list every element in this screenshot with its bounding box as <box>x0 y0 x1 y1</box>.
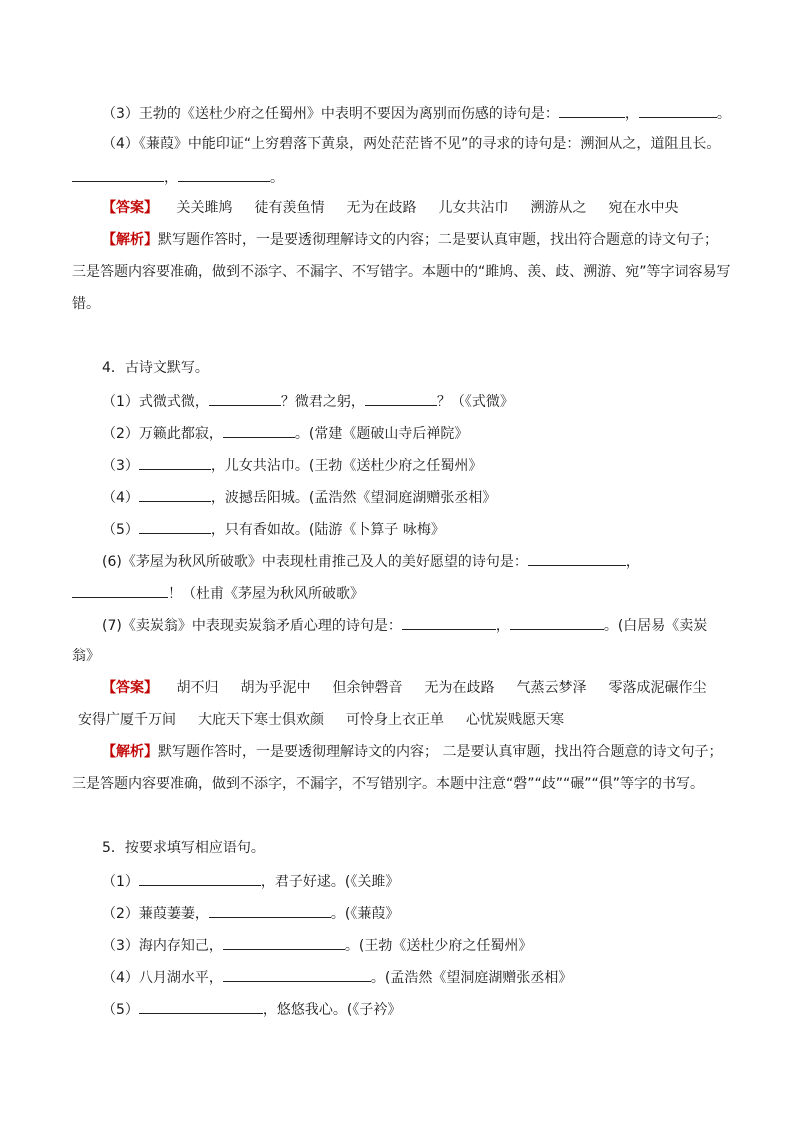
answer-list: 关关雎鸠 徒有羡鱼情 无为在歧路 儿女共沾巾 溯游从之 宛在水中央 <box>176 200 679 216</box>
q3-item-4: （4）《蒹葭》中能印证“上穷碧落下黄泉，两处茫茫皆不见”的寻求的诗句是：溯洄从之，道阻且长。 <box>102 136 721 152</box>
answer-blank[interactable] <box>402 614 496 630</box>
answer-blank[interactable] <box>139 870 261 886</box>
q3-item-4-cont: ， 。 <box>72 166 727 186</box>
q4-analysis-line-1: 【解析】默写题作答时，一是要透彻理解诗文的内容； 二是要认真审题，找出符合题意的诗文句子； <box>102 744 723 760</box>
answer-blank[interactable] <box>223 934 345 950</box>
q4-item-7: (7)《卖炭翁》中表现卖炭翁矛盾心理的诗句是： ， 。(白居易《卖炭 <box>102 614 727 634</box>
answer-blank[interactable] <box>72 166 164 182</box>
answer-tag: 【答案】 <box>102 200 158 216</box>
answer-tag: 【答案】 <box>102 680 158 696</box>
answer-blank[interactable] <box>559 102 625 118</box>
answer-blank[interactable] <box>223 422 295 438</box>
q4-answer-line-2: 安得广厦千万间 大庇天下寒士俱欢颜 可怜身上衣正单 心忧炭贱愿天寒 <box>78 712 564 728</box>
answer-blank[interactable] <box>139 998 263 1014</box>
q4-answer-line-1 <box>102 678 727 698</box>
q3-analysis-line-3: 错。 <box>72 296 100 312</box>
answer-blank[interactable] <box>139 518 211 534</box>
q3-analysis-line-1: 【解析】默写题作答时，一是要透彻理解诗文的内容；二是要认真审题，找出符合题意的诗文句子； <box>102 232 718 248</box>
answer-blank[interactable] <box>639 102 717 118</box>
q4-item-4: （4） ，波撼岳阳城。(孟浩然《望洞庭湖赠张丞相》 <box>102 486 727 506</box>
answer-blank[interactable] <box>72 582 168 598</box>
q4-item-2: （2）万籁此都寂， 。(常建《题破山寺后禅院》 <box>102 422 727 442</box>
q4-item-6-cont: ！（杜甫《茅屋为秋风所破歌》 <box>72 582 727 602</box>
q4-item-7-cont: 翁》 <box>72 648 100 664</box>
answer-blank[interactable] <box>223 966 371 982</box>
q5-item-4: （4）八月湖水平， 。(孟浩然《望洞庭湖赠张丞相》 <box>102 966 727 986</box>
q4-item-3: （3） ，儿女共沾巾。(王勃《送杜少府之任蜀州》 <box>102 454 727 474</box>
analysis-tag: 【解析】 <box>102 744 158 760</box>
answer-blank[interactable] <box>365 390 437 406</box>
q5-item-3: （3）海内存知己， 。(王勃《送杜少府之任蜀州》 <box>102 934 727 954</box>
answer-blank[interactable] <box>209 902 331 918</box>
q3-analysis-line-2: 三是答题内容要准确，做到不添字、不漏字、不写错字。本题中的“雎鸠、羡、歧、溯游、宛”等字词容易写 <box>72 264 731 280</box>
q4-analysis-line-2: 三是答题内容要准确，做到不添字，不漏字，不写错别字。本题中注意“磬”“歧”“碾”“俱”等字的书写。 <box>72 776 705 792</box>
answer-blank[interactable] <box>178 166 270 182</box>
q5-item-1: （1） ，君子好逑。(《关雎》 <box>102 870 727 890</box>
answer-list: 胡不归 胡为乎泥中 但余钟磬音 无为在歧路 气蒸云梦泽 零落成泥碾作尘 <box>176 680 707 696</box>
answer-blank[interactable] <box>209 390 281 406</box>
answer-blank[interactable] <box>139 454 211 470</box>
q5-title: 5．按要求填写相应语句。 <box>102 840 265 856</box>
q5-item-2: （2）蒹葭萋萋， 。(《蒹葭》 <box>102 902 727 922</box>
q3-item-3: （3）王勃的《送杜少府之任蜀州》中表明不要因为离别而伤感的诗句是： ， 。 <box>102 102 727 122</box>
answer-blank[interactable] <box>139 486 211 502</box>
answer-blank[interactable] <box>510 614 604 630</box>
q4-item-6: (6)《茅屋为秋风所破歌》中表现杜甫推己及人的美好愿望的诗句是： ， <box>102 550 727 570</box>
q4-item-1: （1）式微式微， ？微君之躬， ？（《式微》 <box>102 390 727 410</box>
q5-item-5: （5） ，悠悠我心。(《子衿》 <box>102 998 727 1018</box>
q4-item-5: （5） ，只有香如故。(陆游《卜算子 咏梅》 <box>102 518 727 538</box>
answer-blank[interactable] <box>528 550 626 566</box>
q3-answer <box>102 198 727 218</box>
analysis-tag: 【解析】 <box>102 232 158 248</box>
q4-title: 4．古诗文默写。 <box>102 360 209 376</box>
